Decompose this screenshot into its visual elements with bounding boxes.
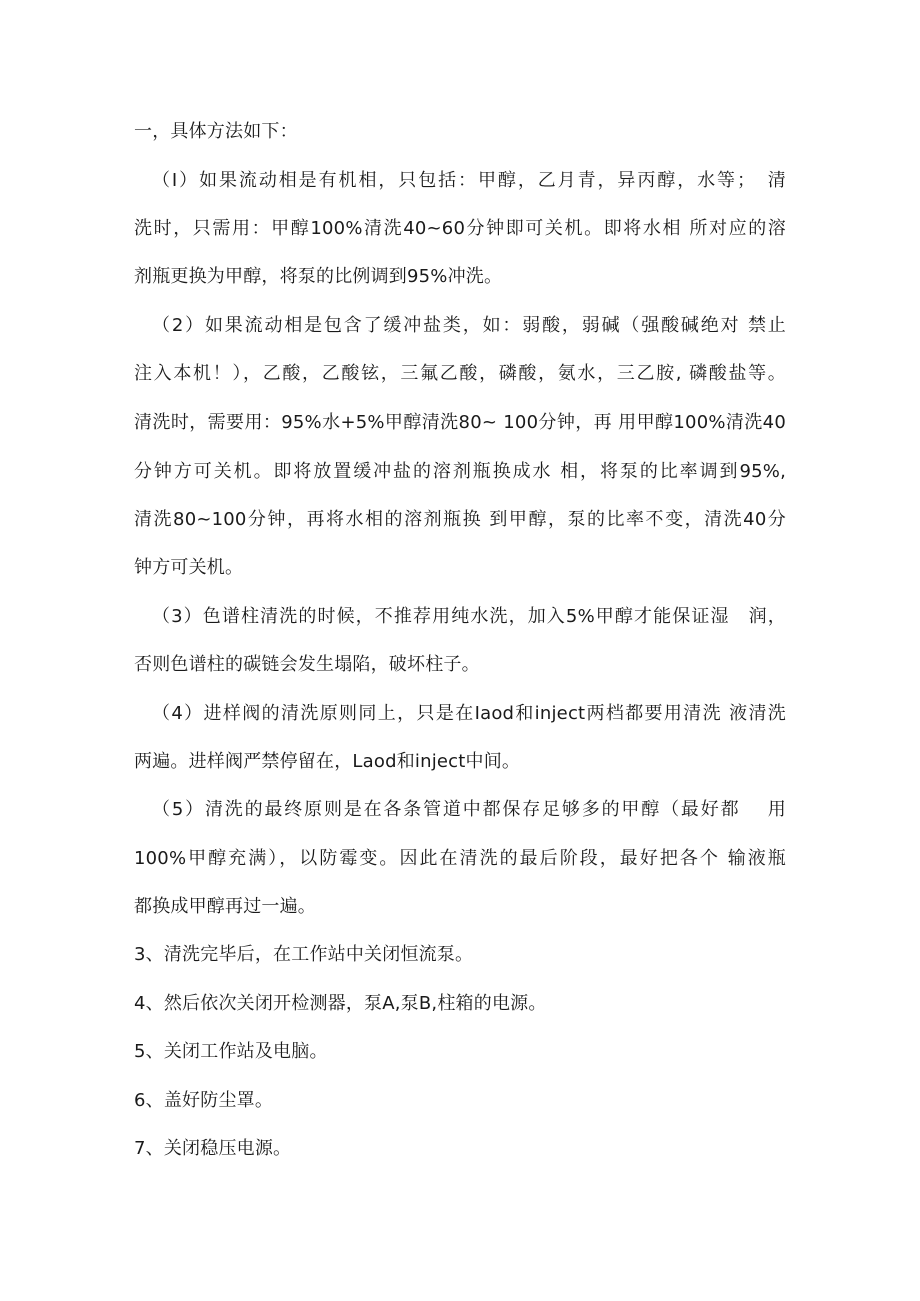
paragraph-3-line-1: （3）色谱柱清洗的时候，不推荐用纯水洗，加入5%甲醇才能保证湿 润，	[152, 606, 786, 627]
paragraph-5-line-3: 都换成甲醇再过一遍。	[134, 896, 316, 917]
paragraph-4-line-1: （4）进样阀的清洗原则同上，只是在Iaod和inject两档都要用清洗 液清洗	[152, 703, 786, 724]
paragraph-1-line-1: （I）如果流动相是有机相，只包括：甲醇，乙月青，异丙醇，水等； 清	[152, 170, 786, 191]
paragraph-4-line-2: 两遍。进样阀严禁停留在，Laod和inject中间。	[134, 751, 521, 772]
paragraph-2-line-1: （2）如果流动相是包含了缓冲盐类，如：弱酸，弱碱（强酸碱绝对 禁止	[152, 315, 786, 336]
paragraph-2-line-2: 注入本机！），乙酸，乙酸铉，三氟乙酸，磷酸，氨水，三乙胺, 磷酸盐等。	[134, 363, 786, 384]
section-heading: 一，具体方法如下：	[134, 121, 298, 142]
step-4: 4、然后依次关闭开检测器，泵A,泵B,柱箱的电源。	[134, 993, 547, 1014]
paragraph-2-line-4: 分钟方可关机。即将放置缓冲盐的溶剂瓶换成水 相，将泵的比率调到95%,	[134, 461, 786, 482]
paragraph-2-line-5: 清洗80~100分钟，再将水相的溶剂瓶换 到甲醇，泵的比率不变，清洗40分	[134, 509, 786, 530]
step-6: 6、盖好防尘罩。	[134, 1090, 274, 1111]
paragraph-5-line-1: （5）清洗的最终原则是在各条管道中都保存足够多的甲醇（最好都 用	[152, 799, 786, 820]
step-7: 7、关闭稳压电源。	[134, 1138, 292, 1159]
step-5: 5、关闭工作站及电脑。	[134, 1041, 328, 1062]
step-3: 3、清洗完毕后，在工作站中关闭恒流泵。	[134, 944, 474, 965]
paragraph-2-line-3: 清洗时，需要用：95%水+5%甲醇清洗80~ 100分钟，再 用甲醇100%清洗40	[134, 412, 786, 433]
paragraph-3-line-2: 否则色谱柱的碳链会发生塌陷，破坏柱子。	[134, 654, 480, 675]
paragraph-2-line-6: 钟方可关机。	[134, 557, 244, 578]
paragraph-1-line-2: 洗时，只需用：甲醇100%清洗40~60分钟即可关机。即将水相 所对应的溶	[134, 218, 786, 239]
paragraph-1-line-3: 剂瓶更换为甲醇，将泵的比例调到95%冲洗。	[134, 266, 503, 287]
paragraph-5-line-2: 100%甲醇充满），以防霉变。因此在清洗的最后阶段，最好把各个 输液瓶	[134, 848, 786, 869]
